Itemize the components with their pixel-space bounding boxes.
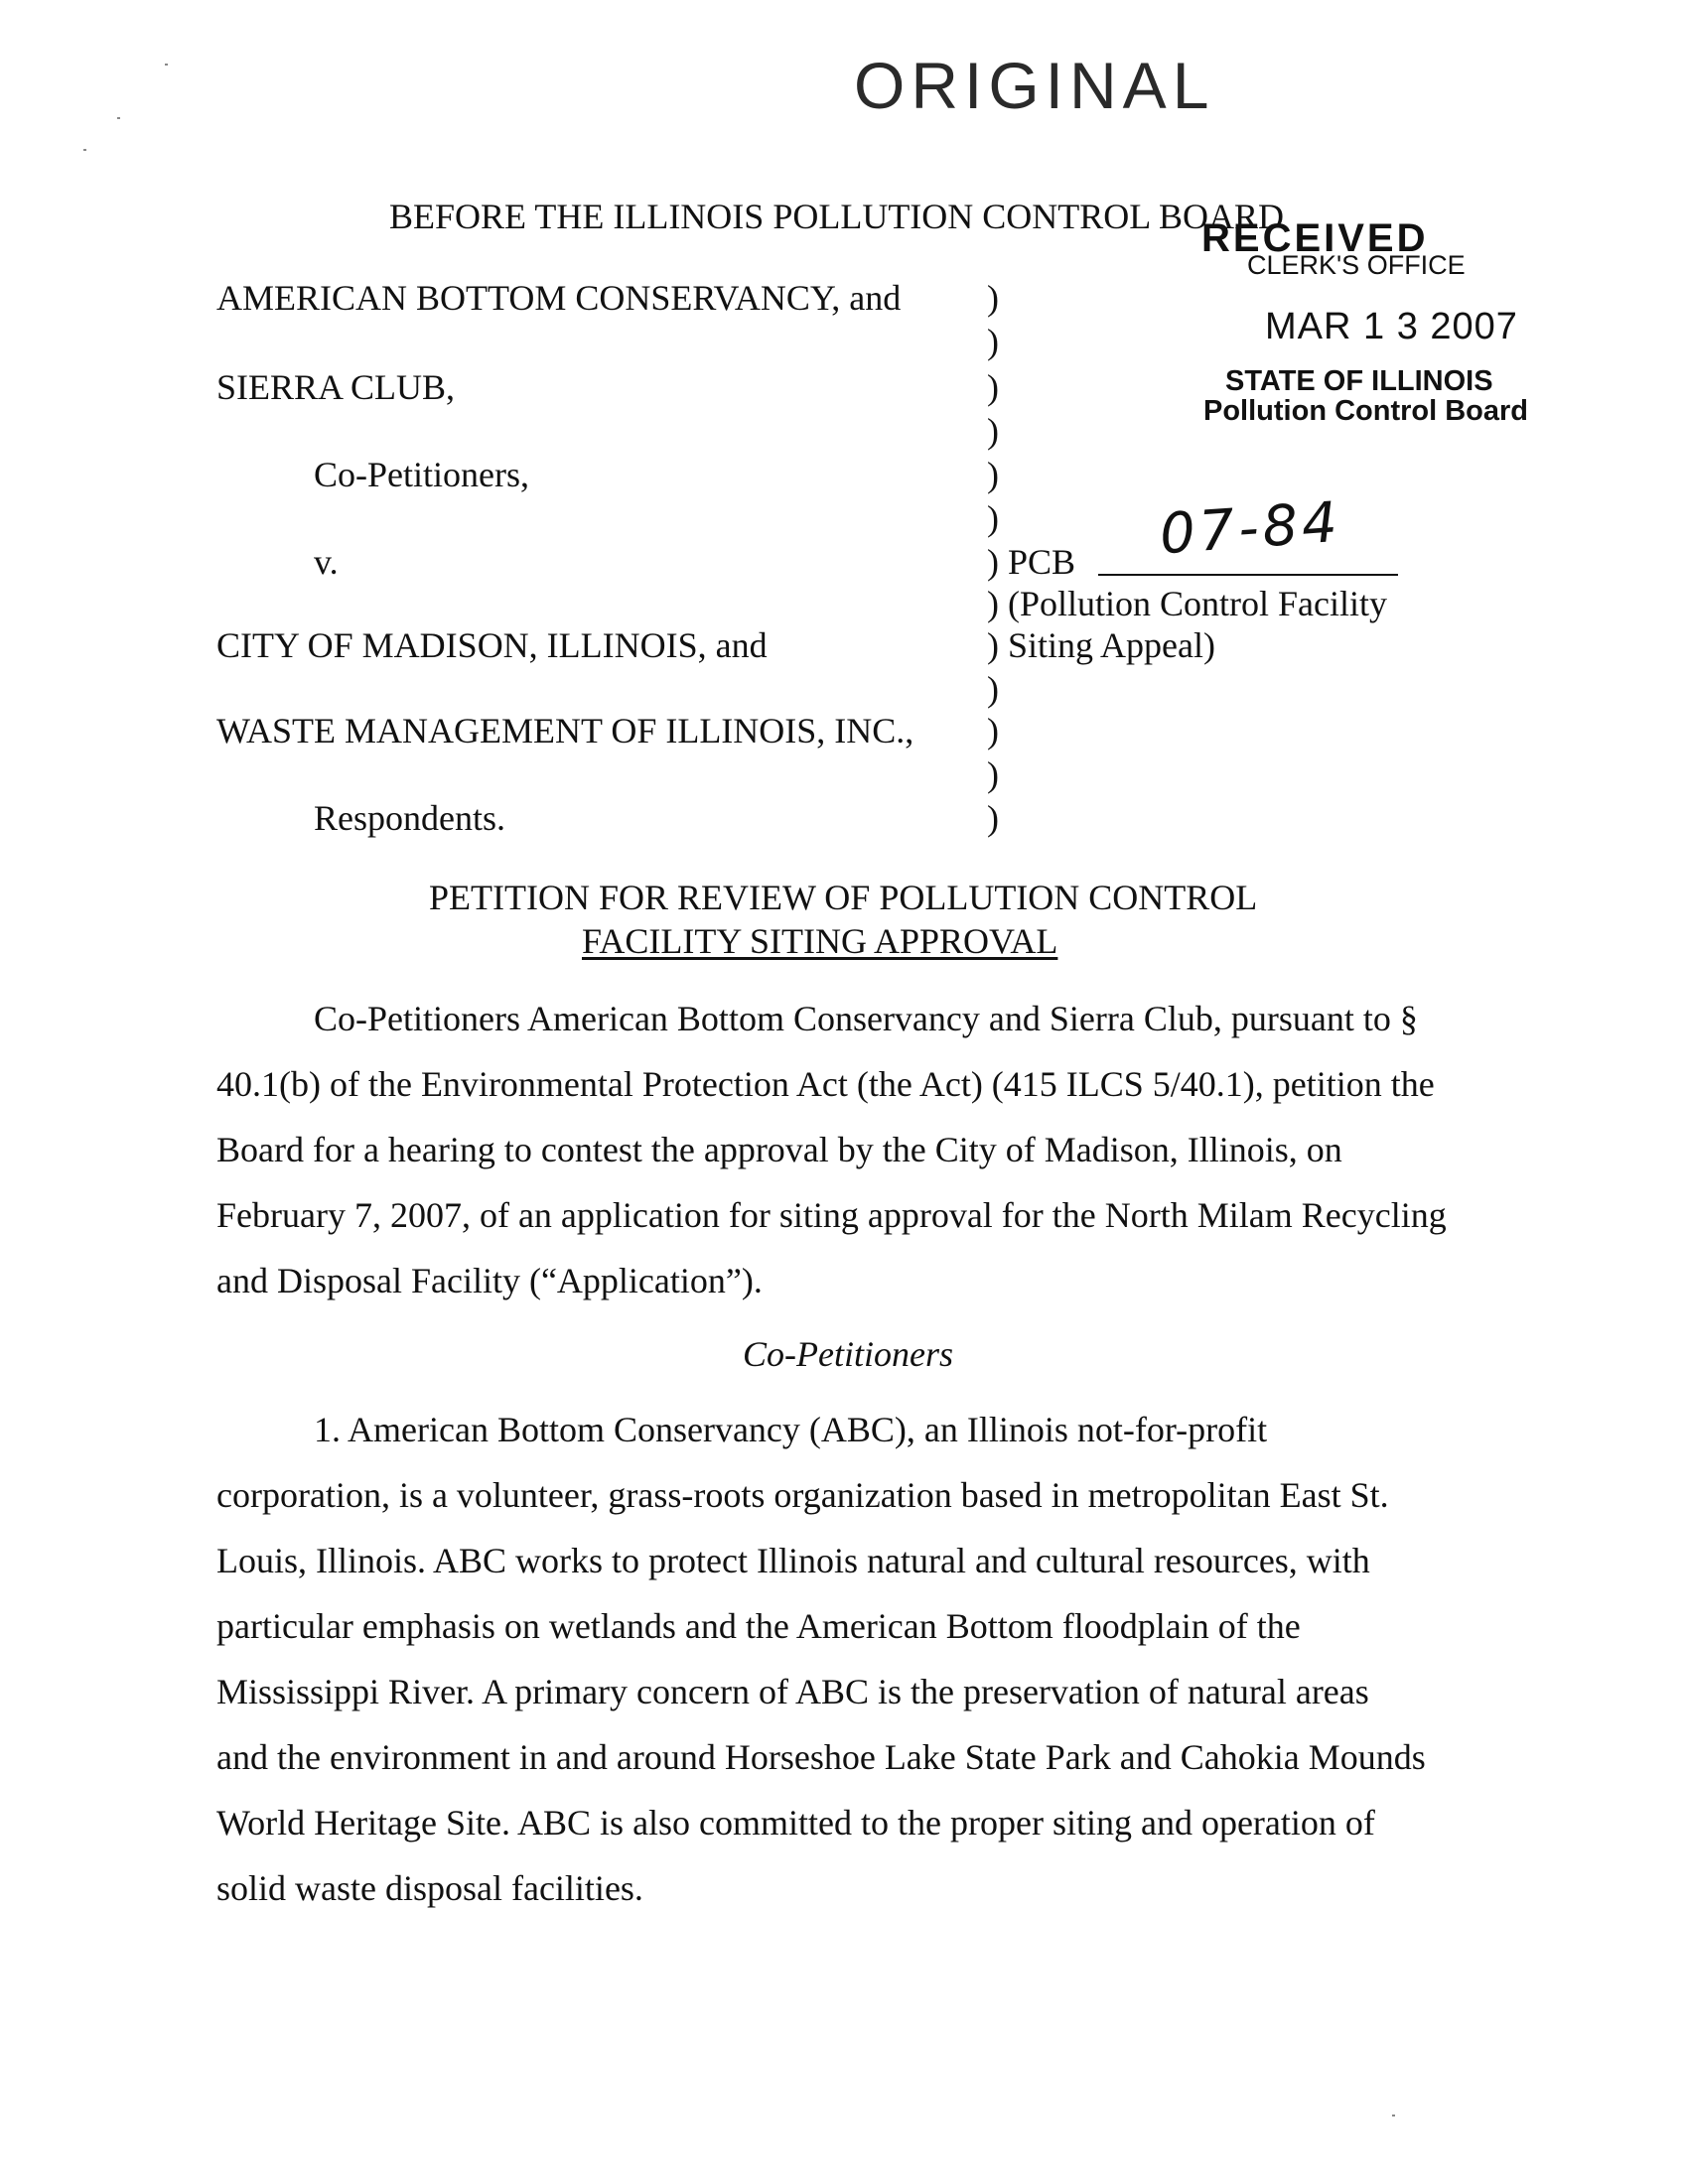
caption-paren: ) (987, 411, 999, 451)
caption-paren: ) (987, 669, 999, 709)
caption-appeal-line1: ) (Pollution Control Facility (987, 584, 1387, 623)
caption-party-waste-management: WASTE MANAGEMENT OF ILLINOIS, INC., (216, 711, 914, 751)
petition-title-line2: FACILITY SITING APPROVAL (582, 921, 1058, 961)
caption-versus: v. (314, 542, 339, 582)
caption-paren: ) (987, 754, 999, 794)
caption-paren: ) (987, 322, 999, 361)
intro-line: 40.1(b) of the Environmental Protection Act (the Act) (415 ILCS 5/40.1), petition the (216, 1064, 1435, 1104)
scan-speck (165, 64, 168, 66)
caption-appeal-line2: ) Siting Appeal) (987, 625, 1215, 665)
caption-paren: ) (987, 798, 999, 838)
scan-speck (1392, 2115, 1395, 2116)
court-heading: BEFORE THE ILLINOIS POLLUTION CONTROL BOARD (389, 197, 1284, 236)
caption-paren: ) (987, 367, 999, 407)
state-stamp: STATE OF ILLINOIS (1225, 365, 1493, 397)
paragraph-line: and the environment in and around Horseshoe Lake State Park and Cahokia Mounds (216, 1737, 1426, 1777)
paragraph-line: particular emphasis on wetlands and the American Bottom floodplain of the (216, 1606, 1301, 1646)
caption-party-madison: CITY OF MADISON, ILLINOIS, and (216, 625, 768, 665)
caption-pcb-label: ) PCB (987, 542, 1076, 582)
scan-speck (117, 117, 120, 119)
original-stamp: ORIGINAL (854, 49, 1215, 122)
board-stamp: Pollution Control Board (1203, 395, 1529, 427)
intro-line: Co-Petitioners American Bottom Conservancy and Sierra Club, pursuant to § (314, 999, 1418, 1038)
intro-line: and Disposal Facility (“Application”). (216, 1261, 763, 1300)
caption-paren: ) (987, 278, 999, 318)
caption-party-abc: AMERICAN BOTTOM CONSERVANCY, and (216, 278, 902, 318)
clerks-office-stamp: CLERK'S OFFICE (1247, 250, 1466, 280)
petition-title-line1: PETITION FOR REVIEW OF POLLUTION CONTROL (429, 878, 1258, 917)
pcb-number-underline (1098, 574, 1398, 576)
paragraph-line: Mississippi River. A primary concern of ABC is the preservation of natural areas (216, 1672, 1369, 1711)
received-stamp: RECEIVED (1201, 216, 1429, 260)
paragraph-line: World Heritage Site. ABC is also committed to the proper siting and operation of (216, 1803, 1375, 1843)
caption-paren: ) (987, 455, 999, 494)
received-date-stamp: MAR 1 3 2007 (1265, 306, 1518, 347)
paragraph-line: solid waste disposal facilities. (216, 1868, 643, 1908)
caption-paren: ) (987, 711, 999, 751)
caption-respondents: Respondents. (314, 798, 505, 838)
pcb-case-number: 07-84 (1157, 489, 1343, 568)
intro-line: Board for a hearing to contest the approval by the City of Madison, Illinois, on (216, 1130, 1342, 1169)
paragraph-line: corporation, is a volunteer, grass-roots organization based in metropolitan East St. (216, 1475, 1389, 1515)
scan-speck (83, 149, 86, 151)
caption-co-petitioners: Co-Petitioners, (314, 455, 529, 494)
paragraph-line: 1. American Bottom Conservancy (ABC), an Illinois not-for-profit (314, 1410, 1268, 1449)
paragraph-line: Louis, Illinois. ABC works to protect Illinois natural and cultural resources, with (216, 1541, 1370, 1580)
caption-party-sierra: SIERRA CLUB, (216, 367, 456, 407)
section-heading: Co-Petitioners (743, 1334, 953, 1374)
intro-line: February 7, 2007, of an application for siting approval for the North Milam Recycling (216, 1195, 1447, 1235)
caption-paren: ) (987, 498, 999, 538)
